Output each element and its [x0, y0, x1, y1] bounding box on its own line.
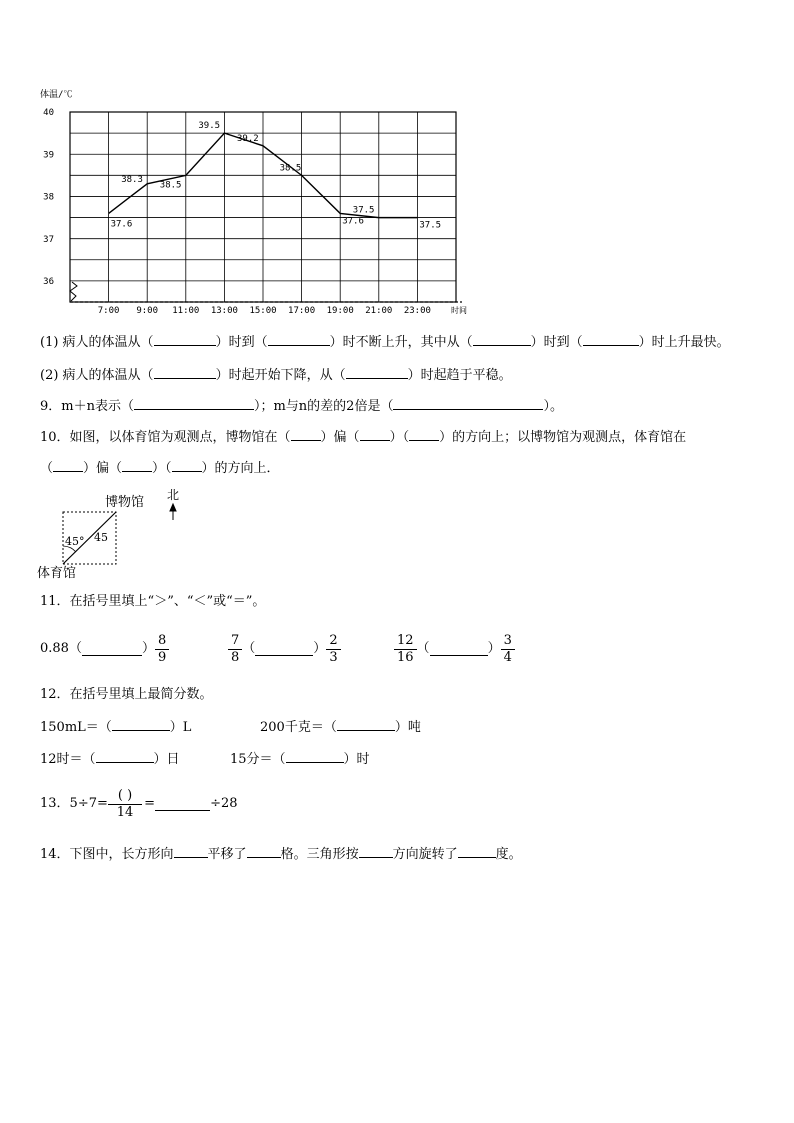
x-tick-label: 15:00: [249, 306, 277, 316]
q8-l1-t4: ）时到（: [530, 335, 583, 350]
answer-blank[interactable]: [458, 845, 496, 858]
q9-line: [40, 397, 563, 415]
q10-l2-t1: （: [40, 461, 54, 476]
fraction: [108, 788, 142, 821]
fraction: [394, 633, 417, 666]
q11-item-1: [40, 629, 169, 669]
q12-item-2: [260, 718, 421, 736]
answer-blank[interactable]: [291, 428, 321, 441]
x-tick-label: 9:00: [136, 306, 159, 316]
answer-blank[interactable]: [96, 750, 154, 763]
data-label: 38.5: [159, 180, 182, 191]
q11-1-left: 0.88: [40, 641, 69, 656]
answer-blank[interactable]: [134, 397, 254, 410]
x-tick-label: 13:00: [210, 306, 238, 316]
q10-line2: [40, 459, 280, 477]
answer-blank[interactable]: [268, 333, 330, 346]
answer-blank[interactable]: [583, 333, 639, 346]
numerator: 3: [501, 633, 515, 650]
fraction: [326, 633, 340, 666]
q10-l1-t1: 10．如图，以体育馆为观测点，博物馆在（: [40, 430, 291, 445]
answer-blank[interactable]: [112, 718, 170, 731]
q13-prefix: 13．5÷7=: [40, 796, 108, 811]
axis-break-zigzag: [70, 282, 77, 301]
data-label: 37.6: [342, 216, 364, 227]
q8-l1-t2: ）时到（: [215, 335, 268, 350]
q10-line1: [40, 428, 686, 446]
y-tick-labels: [43, 108, 54, 287]
gym-label: 体育馆: [37, 566, 77, 581]
q13-line: [40, 782, 238, 826]
denominator: 9: [157, 649, 167, 665]
answer-blank[interactable]: [346, 366, 408, 379]
q8-l1-t1: (1) 病人的体温从（: [40, 335, 154, 350]
y-tick-label: 37: [43, 234, 54, 245]
q11-item-2: [228, 629, 341, 669]
paren-close: ）: [487, 641, 501, 656]
answer-blank[interactable]: [172, 459, 202, 472]
q11-item-3: [394, 629, 515, 669]
q12-4-a: 15分＝（: [230, 752, 286, 767]
q9-t2: ）；m与n的差的2倍是（: [253, 399, 394, 414]
q13-eq: =: [144, 796, 156, 811]
denominator: 8: [231, 649, 240, 665]
q14-t1: 14．下图中，长方形向: [40, 847, 174, 862]
answer-blank[interactable]: [154, 333, 216, 346]
denominator: 14: [116, 804, 134, 820]
q10-l1-t2: ）偏（: [320, 430, 360, 445]
denominator: 16: [397, 649, 414, 665]
north-arrow: [170, 504, 176, 520]
answer-blank[interactable]: [154, 366, 216, 379]
numerator: 8: [155, 633, 169, 650]
q8-l2-t2: ）时起开始下降，从（: [215, 368, 346, 383]
q10-l2-t4: ）的方向上．: [201, 461, 280, 476]
q12-3-b: ）日: [153, 752, 180, 767]
chart-grid: [70, 112, 462, 302]
q14-t4: 方向旋转了: [392, 847, 458, 862]
museum-label: 博物馆: [105, 495, 145, 510]
q8-l1-t5: ）时上升最快。: [638, 335, 730, 350]
answer-blank[interactable]: [255, 643, 313, 656]
denominator: 3: [329, 649, 338, 665]
q9-t1: 9．m＋n表示（: [40, 399, 134, 414]
answer-blank[interactable]: [122, 459, 152, 472]
q8-line1: [40, 333, 730, 351]
answer-blank[interactable]: [360, 428, 390, 441]
q10-l1-t3: ）（: [389, 430, 410, 445]
answer-blank[interactable]: [174, 845, 208, 858]
q12-item-3: [40, 750, 180, 768]
numerator: 2: [326, 633, 340, 650]
angle-label-2: 45: [94, 531, 108, 544]
q12-1-a: 150mL＝（: [40, 720, 112, 735]
denominator: 4: [503, 649, 512, 665]
q9-t3: ）。: [543, 399, 563, 414]
answer-blank[interactable]: [337, 718, 395, 731]
data-label: 39.5: [198, 121, 221, 132]
y-tick-label: 39: [43, 150, 54, 161]
data-label: 37.5: [419, 220, 442, 231]
paren-open: （: [416, 641, 430, 656]
numerator: 7: [228, 633, 242, 650]
q14-t3: 格。三角形按: [280, 847, 359, 862]
q14-t2: 平移了: [207, 847, 247, 862]
x-tick-label: 21:00: [365, 306, 393, 316]
data-label: 39.2: [237, 133, 259, 144]
angle-label-1: 45°: [65, 535, 85, 548]
numerator: 12: [394, 633, 417, 650]
data-label: 37.6: [110, 219, 133, 230]
q8-l2-t3: ）时起趋于平稳。: [407, 368, 512, 383]
q12-4-b: ）时: [343, 752, 370, 767]
answer-blank[interactable]: [473, 333, 531, 346]
direction-diagram: [30, 482, 200, 582]
y-tick-label: 38: [43, 192, 54, 203]
paren-open: （: [68, 641, 82, 656]
x-tick-label: 19:00: [326, 306, 354, 316]
q12-3-a: 12时＝（: [40, 752, 96, 767]
q10-l2-t2: ）偏（: [83, 461, 123, 476]
answer-blank[interactable]: [430, 643, 488, 656]
answer-blank[interactable]: [155, 798, 210, 811]
paren-close: ）: [141, 641, 155, 656]
answer-blank[interactable]: [359, 845, 393, 858]
y-axis-label: 体温/℃: [40, 90, 73, 100]
q12-1-b: ）L: [169, 720, 192, 735]
q11-title: 11．在括号里填上“＞”、“＜”或“＝”。: [40, 594, 266, 609]
x-tick-label: 17:00: [288, 306, 316, 316]
paren-close: ）: [313, 641, 327, 656]
answer-blank[interactable]: [247, 845, 281, 858]
x-tick-label: 7:00: [97, 306, 120, 316]
answer-blank[interactable]: [286, 750, 344, 763]
q12-2-b: ）吨: [394, 720, 421, 735]
q12-2-a: 200千克＝（: [260, 720, 337, 735]
q10-l1-t4: ）的方向上；以博物馆为观测点，体育馆在: [439, 430, 687, 445]
q14-line: [40, 845, 522, 863]
data-labels: [111, 121, 441, 231]
x-tick-label: 23:00: [403, 306, 431, 316]
y-tick-label: 40: [43, 108, 54, 118]
q10-l2-t3: ）（: [152, 461, 172, 476]
x-tick-labels: [98, 306, 431, 316]
temperature-line-chart: [0, 0, 794, 330]
numerator-blank[interactable]: ( ): [108, 788, 142, 805]
fraction: [501, 633, 515, 666]
answer-blank[interactable]: [53, 459, 83, 472]
q12-title: 12．在括号里填上最简分数。: [40, 687, 213, 702]
fraction: [228, 633, 242, 666]
q13-suffix: ÷28: [210, 796, 238, 811]
q8-l2-t1: (2) 病人的体温从（: [40, 368, 154, 383]
answer-blank[interactable]: [393, 397, 543, 410]
q8-l1-t3: ）时不断上升，其中从（: [329, 335, 473, 350]
y-tick-label: 36: [43, 277, 54, 287]
north-label: 北: [167, 488, 180, 502]
data-label: 38.3: [121, 174, 143, 185]
paren-open: （: [242, 641, 256, 656]
fraction: [155, 633, 169, 666]
x-axis-label: 时间: [451, 306, 467, 315]
data-label: 38.5: [279, 163, 302, 174]
q8-line2: [40, 366, 512, 384]
x-tick-label: 11:00: [172, 306, 200, 316]
q12-item-4: [230, 750, 370, 768]
q12-item-1: [40, 718, 191, 736]
answer-blank[interactable]: [409, 428, 439, 441]
data-label: 37.5: [352, 205, 375, 216]
answer-blank[interactable]: [82, 643, 142, 656]
q14-t5: 度。: [495, 847, 522, 862]
